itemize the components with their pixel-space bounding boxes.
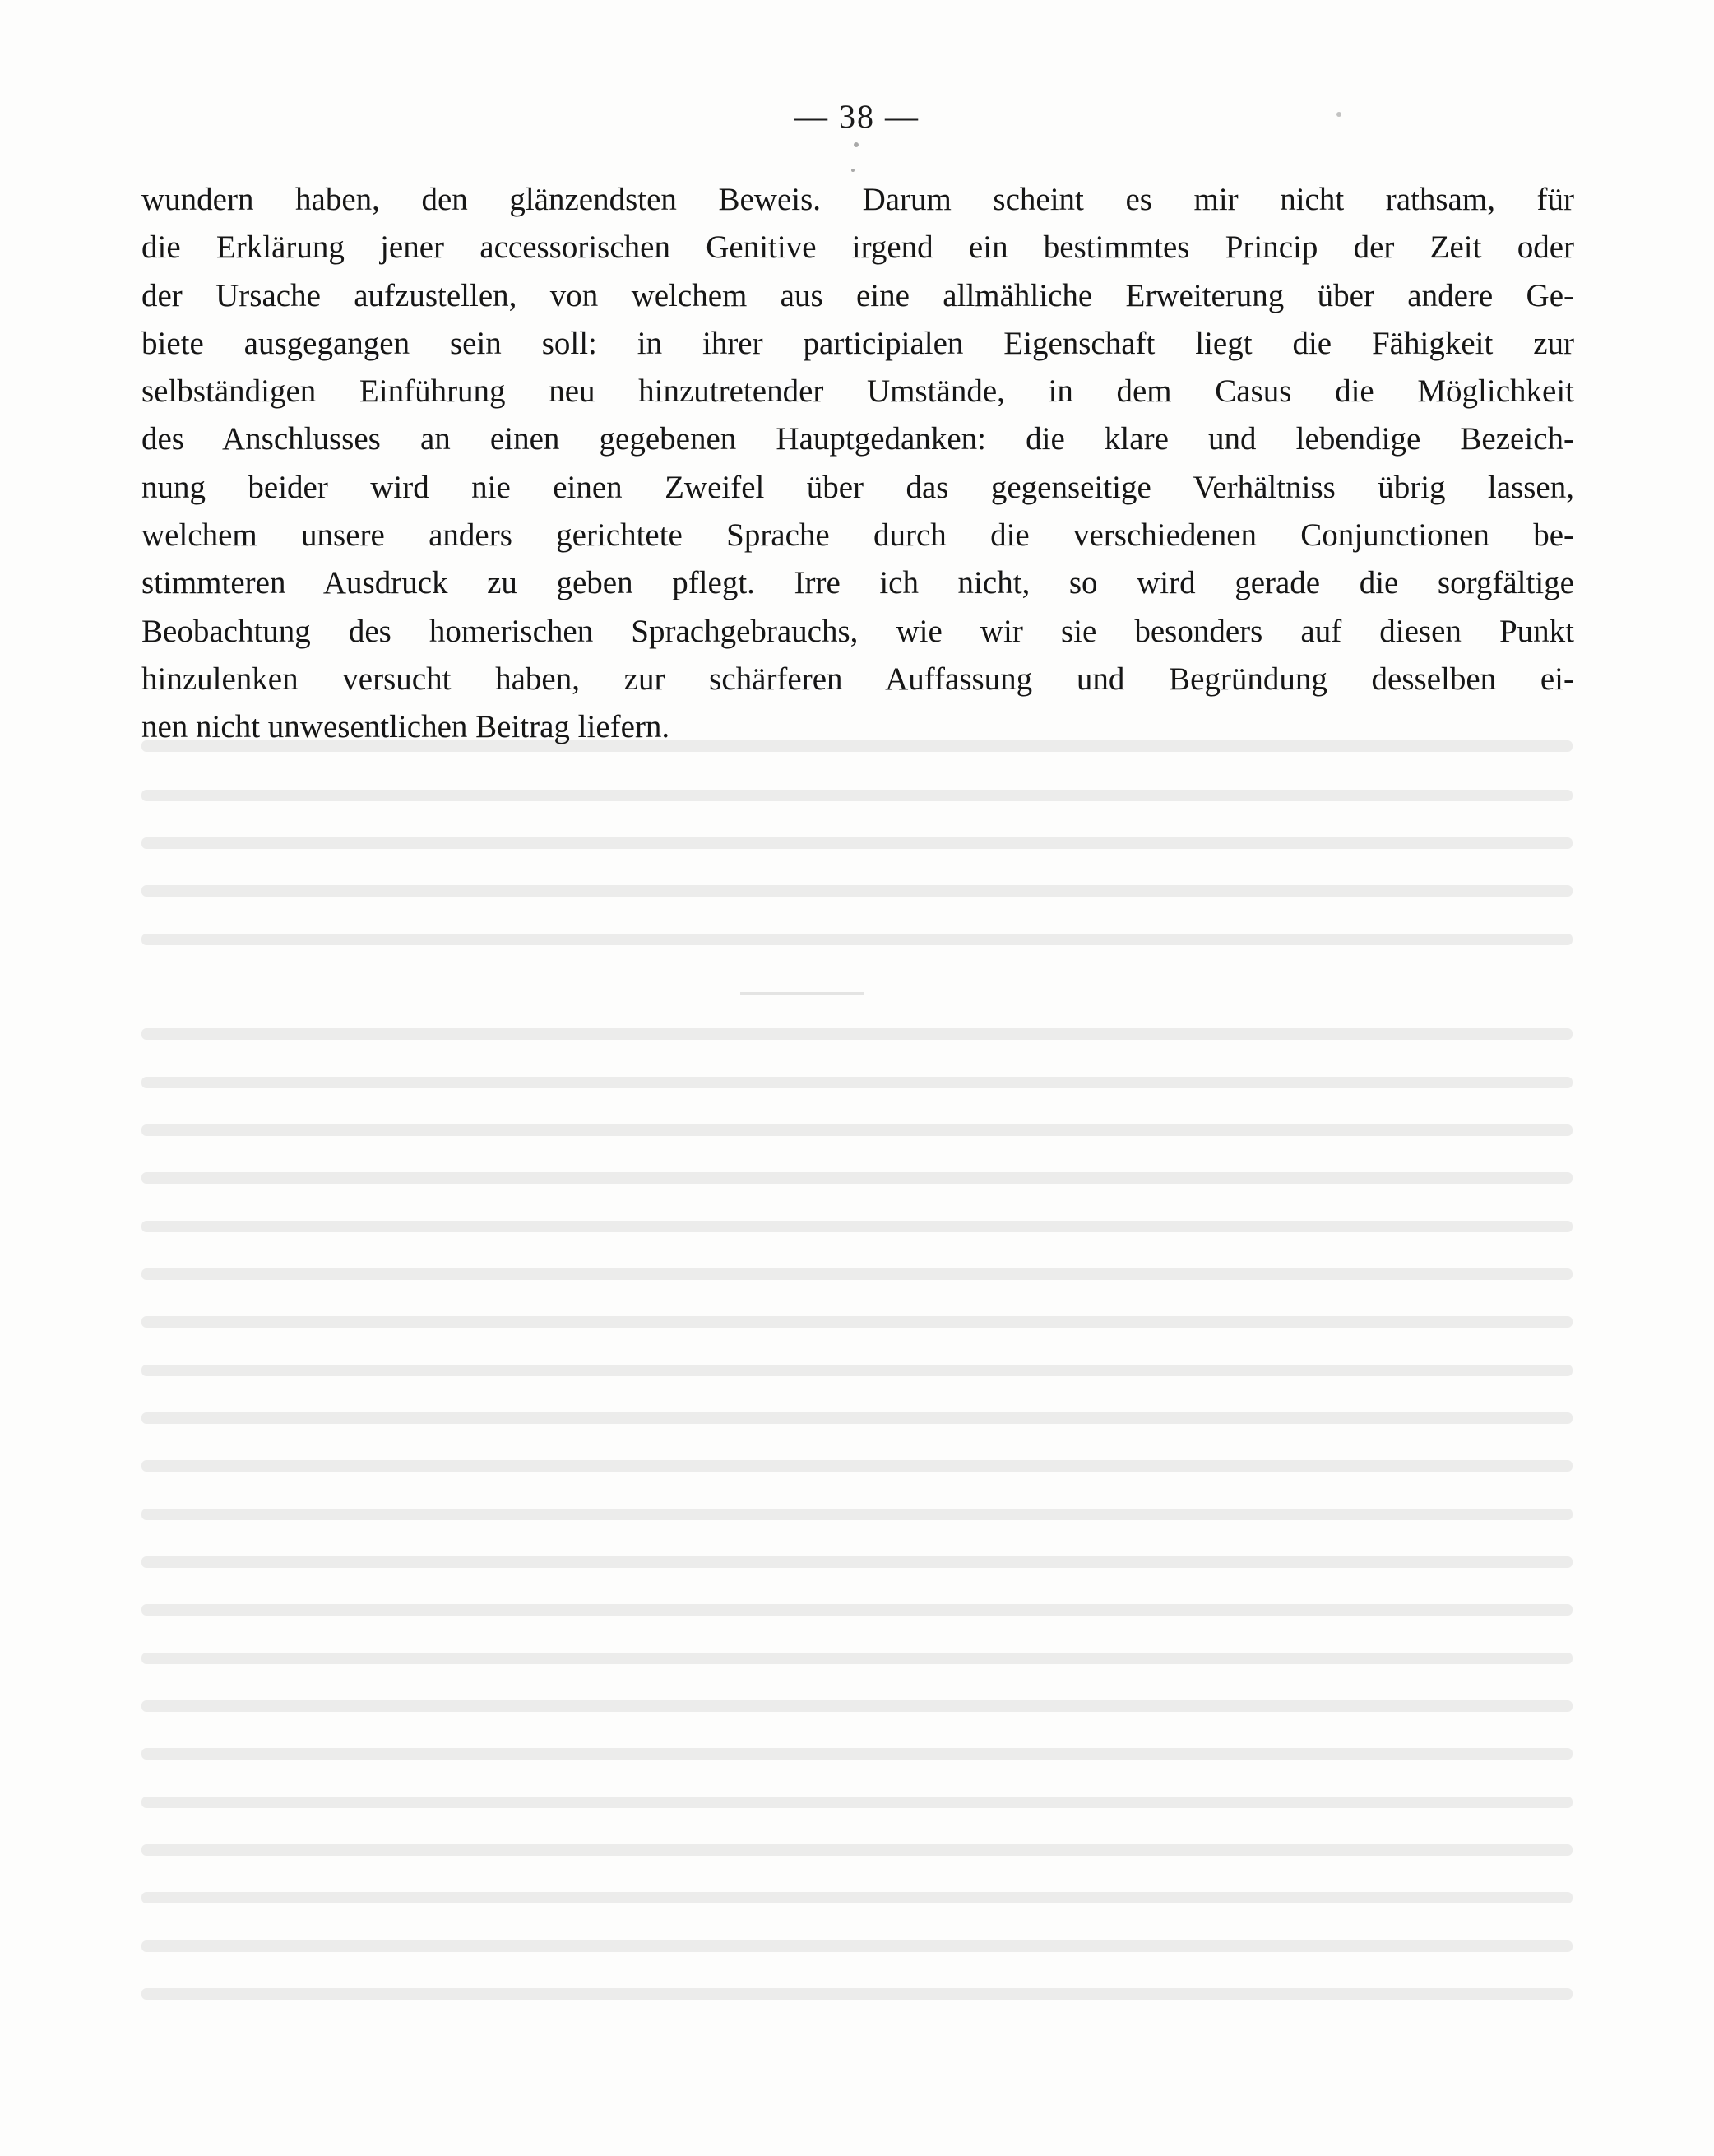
text-line: nung beider wird nie einen Zweifel über das gegenseitige Verhältniss übrig lassen, — [141, 469, 1574, 505]
ink-speck — [854, 142, 859, 147]
ink-speck — [851, 169, 855, 172]
body-paragraph — [141, 176, 1574, 752]
text-line: des Anschlusses an einen gegebenen Hauptgedanken: die klare und lebendige Bezeich- — [141, 421, 1574, 457]
text-line: die Erklärung jener accessorischen Genitive irgend ein bestimmtes Princip der Zeit oder — [141, 230, 1574, 266]
text-line: nen nicht unwesentlichen Beitrag liefern. — [141, 709, 670, 745]
text-line: wundern haben, den glänzendsten Beweis. Darum scheint es mir nicht rathsam, für — [141, 182, 1574, 217]
text-line: Beobachtung des homerischen Sprachgebrauchs, wie wir sie besonders auf diesen Punkt — [141, 613, 1574, 649]
text-line: biete ausgegangen sein soll: in ihrer participialen Eigenschaft liegt die Fähigkeit zur — [141, 325, 1574, 361]
text-line: der Ursache aufzustellen, von welchem aus eine allmähliche Erweiterung über andere Ge- — [141, 277, 1574, 313]
page-number: — 38 — — [794, 98, 920, 135]
bleed-through-rule — [740, 992, 864, 995]
text-line: welchem unsere anders gerichtete Sprache durch die verschiedenen Conjunctionen be- — [141, 517, 1574, 554]
text-line: hinzulenken versucht haben, zur schärferen Auffassung und Begründung desselben ei- — [141, 661, 1574, 697]
text-line: stimmteren Ausdruck zu geben pflegt. Irre ich nicht, so wird gerade die sorgfältige — [141, 565, 1574, 601]
text-line: selbständigen Einführung neu hinzutretender Umstände, in dem Casus die Möglichkeit — [141, 373, 1574, 410]
